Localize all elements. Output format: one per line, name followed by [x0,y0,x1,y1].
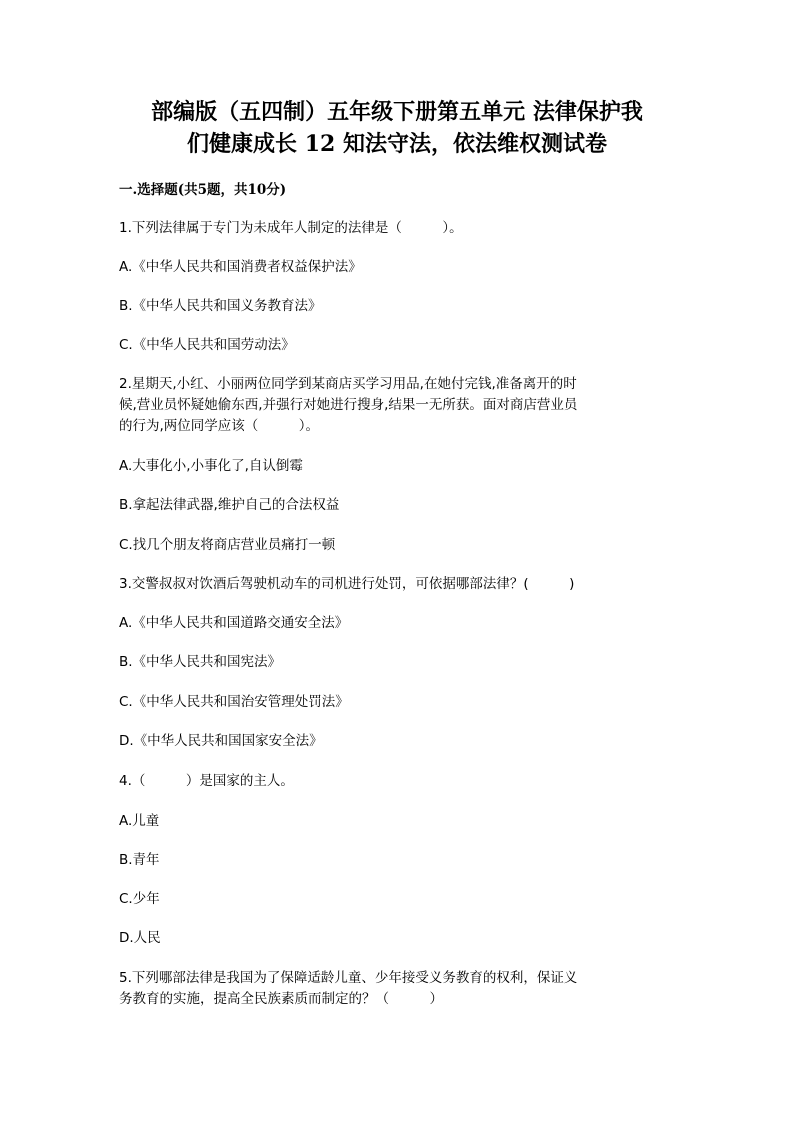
question-2-stem-line-3: 的行为,两位同学应该（ ）。 [119,418,320,434]
question-1-option-a: A.《中华人民共和国消费者权益保护法》 [119,259,362,275]
question-3-option-a: A.《中华人民共和国道路交通安全法》 [119,615,349,631]
question-4-option-c: C.少年 [119,891,160,907]
question-3-option-c: C.《中华人民共和国治安管理处罚法》 [119,694,349,710]
question-2-option-c: C.找几个朋友将商店营业员痛打一顿 [119,537,336,553]
question-4-stem: 4.（ ）是国家的主人。 [119,773,294,789]
section-heading: 一.选择题(共5题，共10分) [119,182,287,198]
question-4-option-a: A.儿童 [119,813,160,829]
question-1-option-c: C.《中华人民共和国劳动法》 [119,337,295,353]
question-3-stem: 3.交警叔叔对饮酒后驾驶机动车的司机进行处罚，可依据哪部法律？( ) [119,576,575,592]
question-2-option-b: B.拿起法律武器,维护自己的合法权益 [119,497,340,513]
question-3-option-b: B.《中华人民共和国宪法》 [119,654,282,670]
question-1-stem: 1.下列法律属于专门为未成年人制定的法律是（ ）。 [119,220,463,236]
question-2-option-a: A.大事化小,小事化了,自认倒霉 [119,458,303,474]
question-4-option-d: D.人民 [119,930,161,946]
question-3-option-d: D.《中华人民共和国国家安全法》 [119,733,323,749]
question-2-stem-line-1: 2.星期天,小红、小丽两位同学到某商店买学习用品,在她付完钱,准备离开的时 [119,376,577,392]
document-title-line-1: 部编版（五四制）五年级下册第五单元 法律保护我 [151,99,643,125]
document-title-line-2: 们健康成长 12 知法守法，依法维权测试卷 [187,131,607,157]
question-2-stem-line-2: 候,营业员怀疑她偷东西,并强行对她进行搜身,结果一无所获。面对商店营业员 [119,397,578,413]
question-5-stem-line-2: 务教育的实施，提高全民族素质而制定的？（ ） [119,991,443,1007]
question-1-option-b: B.《中华人民共和国义务教育法》 [119,298,322,314]
question-4-option-b: B.青年 [119,852,160,868]
question-5-stem-line-1: 5.下列哪部法律是我国为了保障适龄儿童、少年接受义务教育的权利，保证义 [119,970,578,986]
